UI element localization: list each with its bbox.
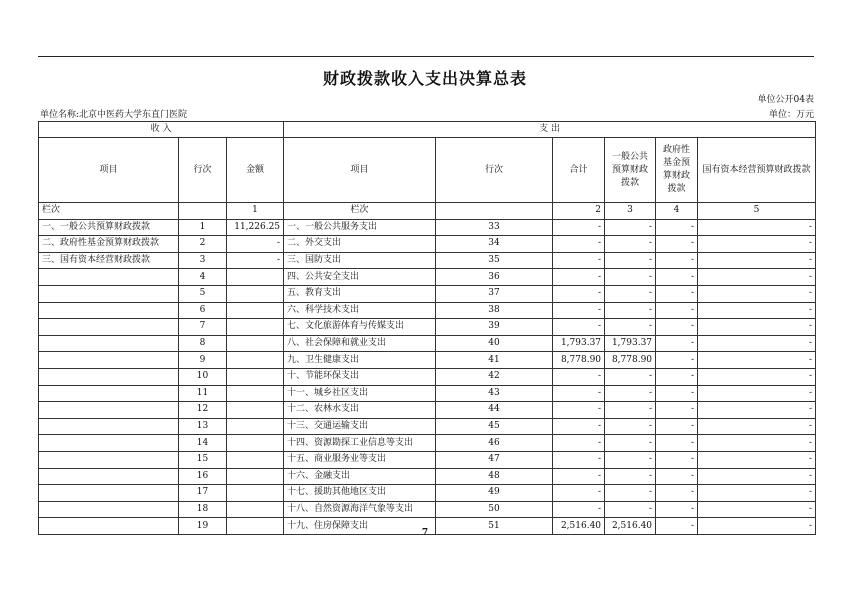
table-row [39,468,816,485]
income-row-no: 9 [179,352,227,369]
expense-row-no: 34 [436,236,553,253]
expense-total: - [553,435,605,452]
expense-item: 十一、城乡社区支出 [284,385,436,402]
income-row-no: 18 [179,501,227,518]
col-header-amount: 金额 [227,138,284,203]
gov-fund-amount: - [656,501,698,518]
income-row-no: 10 [179,368,227,385]
state-capital-amount: - [698,368,816,385]
income-item: 二、政府性基金预算财政拨款 [39,236,179,253]
income-row-no: 4 [179,269,227,286]
income-item [39,302,179,319]
expense-total: 8,778.90 [553,352,605,369]
expense-row-no: 44 [436,402,553,419]
income-amount [227,451,284,468]
col-header-total: 合计 [553,138,605,203]
income-item [39,485,179,502]
currency-unit: 单位：万元 [768,110,814,120]
expense-item: 十八、自然资源海洋气象等支出 [284,501,436,518]
state-capital-amount: - [698,385,816,402]
state-capital-amount: - [698,451,816,468]
expense-total: - [553,269,605,286]
expense-total: - [553,501,605,518]
gov-fund-amount: - [656,485,698,502]
col-index-label-left: 栏次 [39,203,179,220]
expense-total: - [553,485,605,502]
income-item [39,269,179,286]
general-budget-amount: - [605,385,656,402]
expense-total: - [553,368,605,385]
expense-total: - [553,418,605,435]
fiscal-summary-table [38,121,816,535]
income-row-no: 1 [179,219,227,236]
expense-row-no: 46 [436,435,553,452]
expense-row-no: 45 [436,418,553,435]
table-row [39,352,816,369]
expense-row-no: 51 [436,518,553,535]
income-row-no: 15 [179,451,227,468]
column-header-row [39,138,816,203]
general-budget-amount: - [605,302,656,319]
expense-row-no: 42 [436,368,553,385]
gov-fund-amount: - [656,468,698,485]
income-row-no: 11 [179,385,227,402]
table-row [39,418,816,435]
col-index-label-right: 栏次 [284,203,436,220]
income-amount: 11,226.25 [227,219,284,236]
table-row [39,485,816,502]
income-item [39,319,179,336]
expense-item: 七、文化旅游体育与传媒支出 [284,319,436,336]
income-row-no: 16 [179,468,227,485]
expense-total: - [553,385,605,402]
state-capital-amount: - [698,435,816,452]
income-amount [227,285,284,302]
income-amount [227,385,284,402]
income-amount [227,468,284,485]
state-capital-amount: - [698,252,816,269]
gov-fund-amount: - [656,352,698,369]
expense-row-no: 38 [436,302,553,319]
col-index-5: 5 [698,203,816,220]
income-item [39,285,179,302]
income-amount [227,352,284,369]
income-amount [227,335,284,352]
general-budget-amount: - [605,435,656,452]
general-budget-amount: - [605,236,656,253]
col-header-state-capital: 国有资本经营预算财政拨款 [698,138,816,203]
unit-name: 单位名称:北京中医药大学东直门医院 [40,110,188,120]
income-item [39,468,179,485]
expense-row-no: 36 [436,269,553,286]
state-capital-amount: - [698,219,816,236]
income-section-header: 收 入 [39,122,284,138]
income-item: 三、国有资本经营财政拨款 [39,252,179,269]
income-amount [227,501,284,518]
general-budget-amount: 8,778.90 [605,352,656,369]
expense-item: 五、教育支出 [284,285,436,302]
gov-fund-amount: - [656,451,698,468]
expense-item: 四、公共安全支出 [284,269,436,286]
income-item [39,335,179,352]
expense-item: 一、一般公共服务支出 [284,219,436,236]
expense-total: - [553,236,605,253]
expense-item: 十三、交通运输支出 [284,418,436,435]
expense-total: 2,516.40 [553,518,605,535]
general-budget-amount: - [605,468,656,485]
income-row-no: 13 [179,418,227,435]
expense-row-no: 49 [436,485,553,502]
col-header-general-budget: 一般公共预算财政拨款 [605,138,656,203]
expense-item: 十、节能环保支出 [284,368,436,385]
income-row-no: 19 [179,518,227,535]
table-row [39,269,816,286]
general-budget-amount: - [605,418,656,435]
page-title: 财政拨款收入支出决算总表 [322,69,527,88]
state-capital-amount: - [698,285,816,302]
expense-row-no: 33 [436,219,553,236]
col-index-3: 3 [605,203,656,220]
expense-total: - [553,219,605,236]
expense-row-no: 43 [436,385,553,402]
income-amount [227,269,284,286]
expense-item: 十九、住房保障支出 [284,518,436,535]
income-item [39,368,179,385]
income-item [39,402,179,419]
gov-fund-amount: - [656,236,698,253]
expense-total: - [553,468,605,485]
table-row [39,451,816,468]
income-row-no: 14 [179,435,227,452]
income-amount [227,302,284,319]
income-row-no: 7 [179,319,227,336]
expense-total: - [553,451,605,468]
gov-fund-amount: - [656,418,698,435]
state-capital-amount: - [698,335,816,352]
income-item [39,352,179,369]
general-budget-amount: 2,516.40 [605,518,656,535]
general-budget-amount: - [605,252,656,269]
expense-item: 十四、资源勘探工业信息等支出 [284,435,436,452]
income-row-no: 3 [179,252,227,269]
col-header-expense-item: 项目 [284,138,436,203]
table-row [39,319,816,336]
gov-fund-amount: - [656,219,698,236]
income-row-no: 8 [179,335,227,352]
expense-row-no: 47 [436,451,553,468]
expense-item: 十五、商业服务业等支出 [284,451,436,468]
gov-fund-amount: - [656,518,698,535]
expense-row-no: 41 [436,352,553,369]
section-header-row [39,122,816,138]
expense-total: - [553,285,605,302]
expense-total: - [553,402,605,419]
table-row [39,219,816,236]
col-header-income-item: 项目 [39,138,179,203]
gov-fund-amount: - [656,435,698,452]
income-row-no: 12 [179,402,227,419]
table-row [39,335,816,352]
general-budget-amount: - [605,219,656,236]
expense-item: 三、国防支出 [284,252,436,269]
income-row-no: 17 [179,485,227,502]
gov-fund-amount: - [656,402,698,419]
expense-item: 十二、农林水支出 [284,402,436,419]
expense-item: 六、科学技术支出 [284,302,436,319]
expense-total: - [553,302,605,319]
gov-fund-amount: - [656,269,698,286]
expense-item: 九、卫生健康支出 [284,352,436,369]
header-rule [38,56,814,57]
income-item [39,385,179,402]
col-index-4: 4 [656,203,698,220]
expense-section-header: 支 出 [284,122,816,138]
general-budget-amount: - [605,269,656,286]
expense-row-no: 39 [436,319,553,336]
income-amount [227,319,284,336]
income-item [39,451,179,468]
col-header-expense-row-no: 行次 [436,138,553,203]
table-row [39,302,816,319]
general-budget-amount: - [605,501,656,518]
gov-fund-amount: - [656,385,698,402]
col-header-income-row-no: 行次 [179,138,227,203]
expense-total: - [553,252,605,269]
col-header-gov-fund: 政府性基金预算财政拨款 [656,138,698,203]
state-capital-amount: - [698,518,816,535]
col-index-1: 1 [227,203,284,220]
table-row [39,402,816,419]
state-capital-amount: - [698,418,816,435]
general-budget-amount: - [605,402,656,419]
table-row [39,368,816,385]
expense-item: 十七、援助其他地区支出 [284,485,436,502]
state-capital-amount: - [698,402,816,419]
state-capital-amount: - [698,236,816,253]
general-budget-amount: - [605,319,656,336]
state-capital-amount: - [698,319,816,336]
gov-fund-amount: - [656,285,698,302]
general-budget-amount: - [605,285,656,302]
state-capital-amount: - [698,302,816,319]
gov-fund-amount: - [656,302,698,319]
expense-item: 八、社会保障和就业支出 [284,335,436,352]
expense-row-no: 37 [436,285,553,302]
income-amount [227,418,284,435]
gov-fund-amount: - [656,319,698,336]
income-amount [227,485,284,502]
income-amount: - [227,236,284,253]
state-capital-amount: - [698,352,816,369]
income-amount [227,435,284,452]
expense-total: 1,793.37 [553,335,605,352]
table-row [39,236,816,253]
state-capital-amount: - [698,501,816,518]
state-capital-amount: - [698,485,816,502]
col-index-2: 2 [553,203,605,220]
expense-row-no: 50 [436,501,553,518]
income-amount: - [227,252,284,269]
gov-fund-amount: - [656,252,698,269]
table-row [39,385,816,402]
gov-fund-amount: - [656,368,698,385]
income-item [39,501,179,518]
state-capital-amount: - [698,269,816,286]
general-budget-amount: 1,793.37 [605,335,656,352]
gov-fund-amount: - [656,335,698,352]
income-amount [227,402,284,419]
page-number: 7 [421,528,429,538]
form-number: 单位公开04表 [757,95,814,105]
expense-item: 十六、金融支出 [284,468,436,485]
income-item: 一、一般公共预算财政拨款 [39,219,179,236]
table-row [39,501,816,518]
income-row-no: 5 [179,285,227,302]
table-row [39,435,816,452]
income-amount [227,368,284,385]
state-capital-amount: - [698,468,816,485]
expense-item: 二、外交支出 [284,236,436,253]
general-budget-amount: - [605,368,656,385]
expense-row-no: 35 [436,252,553,269]
income-item [39,435,179,452]
income-row-no: 2 [179,236,227,253]
income-row-no: 6 [179,302,227,319]
general-budget-amount: - [605,451,656,468]
expense-row-no: 48 [436,468,553,485]
column-index-row [39,203,816,220]
table-row [39,285,816,302]
general-budget-amount: - [605,485,656,502]
table-row [39,252,816,269]
expense-total: - [553,319,605,336]
expense-row-no: 40 [436,335,553,352]
income-item [39,418,179,435]
